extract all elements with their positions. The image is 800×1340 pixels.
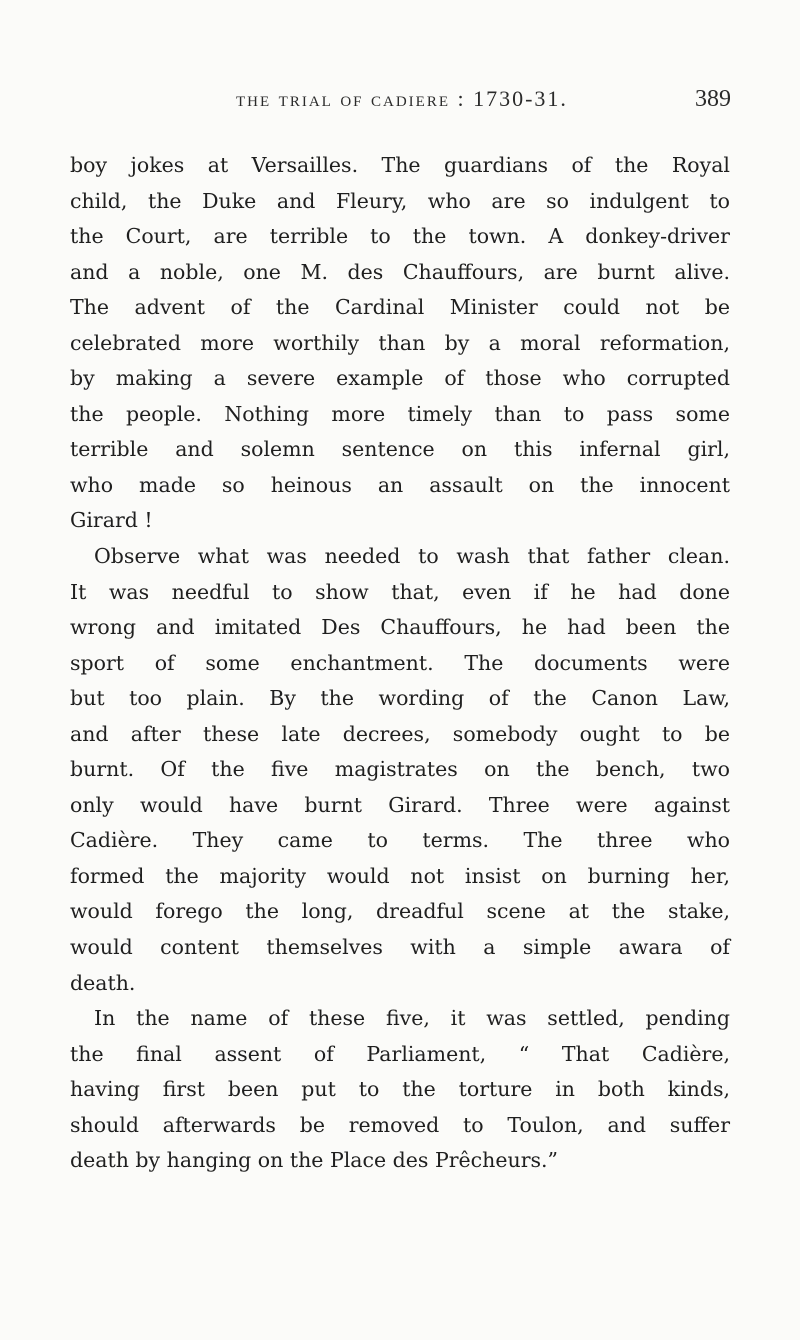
text-line: would forego the long, dreadful scene at the stake,	[70, 899, 730, 924]
text-line: terrible and solemn sentence on this infernal girl,	[70, 437, 730, 462]
text-line: and after these late decrees, somebody ought to be	[70, 721, 730, 746]
text-line: the people. Nothing more timely than to pass some	[70, 401, 730, 426]
text-line: celebrated more worthily than by a moral reformation,	[70, 330, 730, 355]
text-line: having first been put to the torture in both kinds,	[70, 1077, 730, 1102]
text-line: only would have burnt Girard. Three were against	[70, 792, 730, 817]
text-line: sport of some enchantment. The documents were	[70, 650, 730, 675]
text-line: the final assent of Parliament, “ That Cadière,	[70, 1041, 730, 1066]
text-line: The advent of the Cardinal Minister could not be	[70, 295, 730, 320]
text-line: but too plain. By the wording of the Canon Law,	[70, 686, 730, 711]
text-line: who made so heinous an assault on the innocent	[70, 472, 730, 497]
text-line: death.	[70, 970, 136, 995]
running-header	[236, 86, 731, 122]
text-line: In the name of these five, it was settled, pending	[94, 1006, 730, 1031]
text-line: the Court, are terrible to the town. A donkey-driver	[70, 224, 730, 249]
text-line: burnt. Of the five magistrates on the bench, two	[70, 757, 730, 782]
text-line: formed the majority would not insist on burning her,	[70, 863, 730, 888]
text-line: should afterwards be removed to Toulon, and suffer	[70, 1112, 730, 1137]
body-text	[70, 148, 730, 1179]
running-title: the trial of cadiere : 1730-31.	[236, 86, 568, 111]
page-number: 389	[695, 86, 731, 112]
text-line: It was needful to show that, even if he had done	[70, 579, 730, 604]
text-line: Cadière. They came to terms. The three who	[70, 828, 730, 853]
text-line: Observe what was needed to wash that father clean.	[94, 544, 730, 569]
text-line: boy jokes at Versailles. The guardians of the Royal	[70, 153, 730, 177]
text-line: and a noble, one M. des Chauffours, are burnt alive.	[70, 259, 730, 284]
text-line: death by hanging on the Place des Prêcheurs.”	[70, 1148, 559, 1173]
text-line: by making a severe example of those who corrupted	[70, 366, 730, 391]
text-line: would content themselves with a simple awara of	[70, 935, 730, 960]
text-line: child, the Duke and Fleury, who are so indulgent to	[70, 188, 730, 213]
text-line: wrong and imitated Des Chauffours, he had been the	[70, 615, 730, 640]
text-line: Girard !	[70, 508, 153, 533]
